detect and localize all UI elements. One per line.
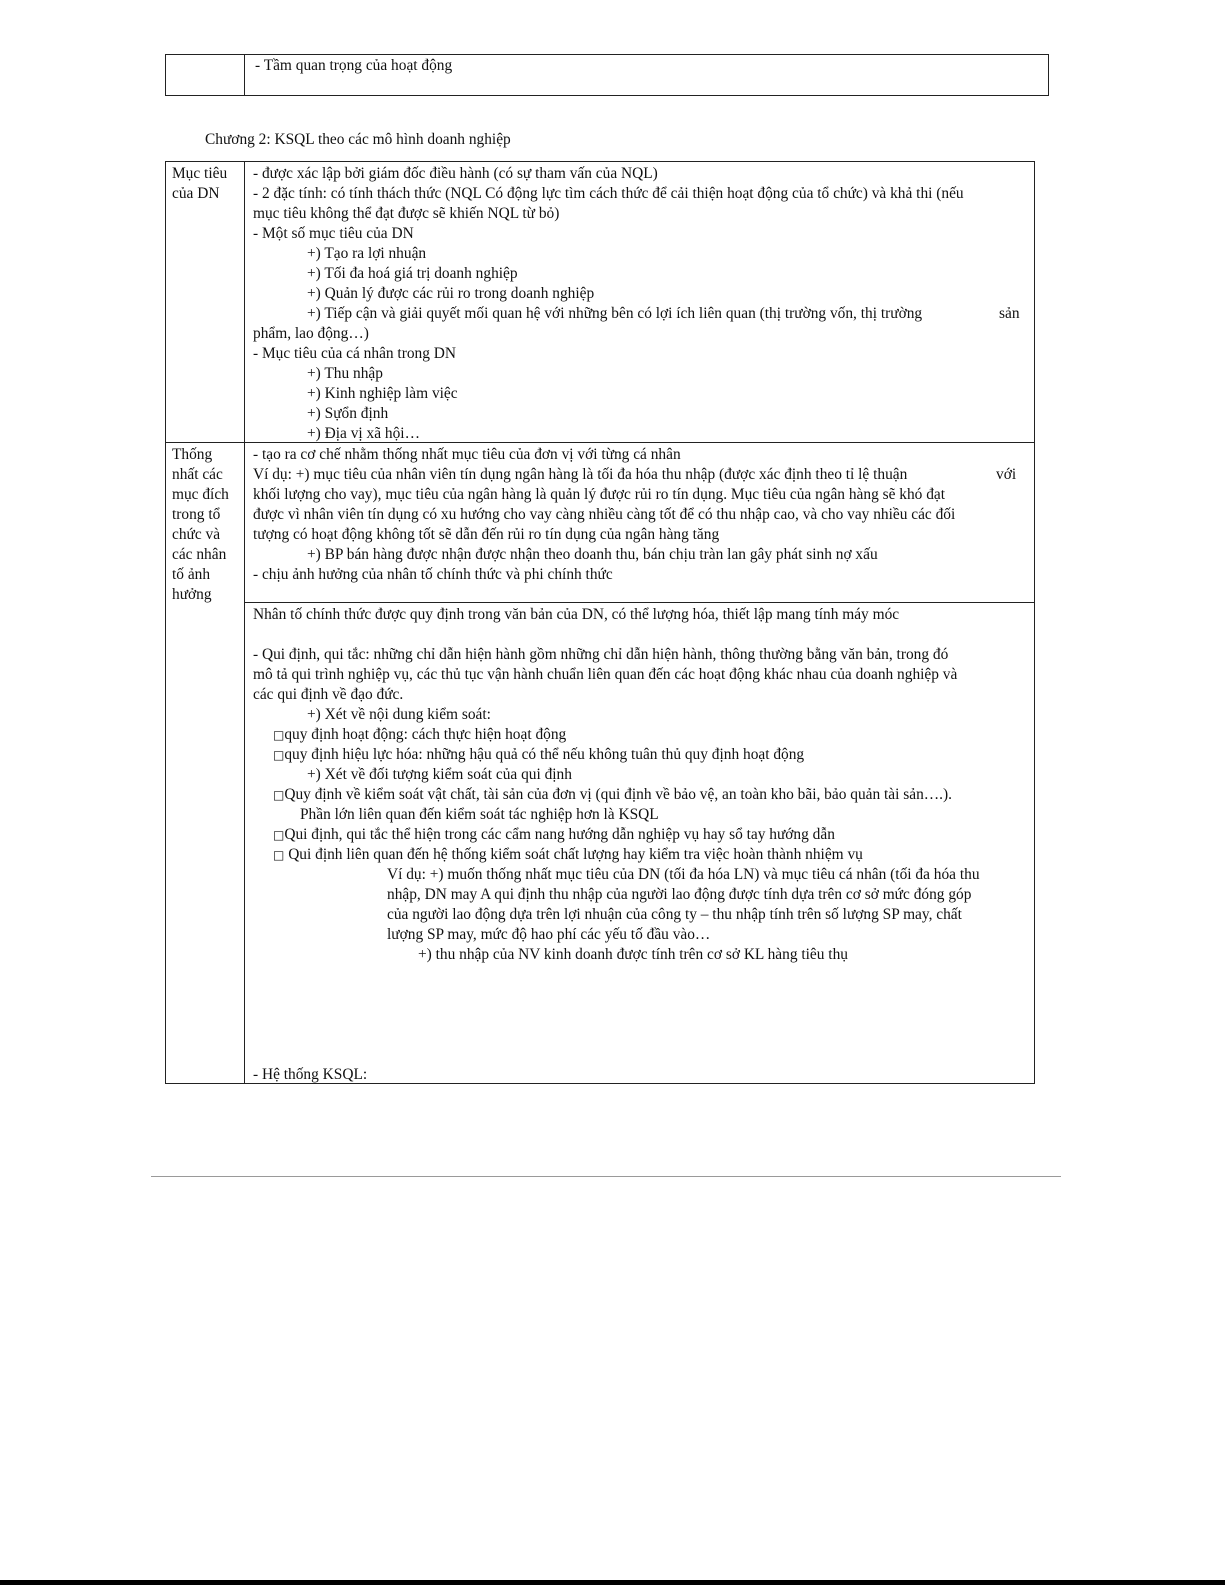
section2-label-line: các nhân — [172, 546, 227, 563]
section1-line: +) Sựổn định — [307, 405, 389, 422]
section1-line: sản — [999, 305, 1020, 322]
section1-line: - được xác lập bởi giám đốc điều hành (có sự tham vấn của NQL) — [253, 165, 658, 182]
chapter-heading: Chương 2: KSQL theo các mô hình doanh nghiệp — [205, 131, 511, 148]
section3-line: mô tả qui trình nghiệp vụ, các thủ tục vận hành chuẩn liên quan đến các hoạt động khác nhau của doanh nghiệp và — [253, 666, 958, 683]
section2-label-line: mục đích — [172, 486, 229, 503]
section2-line: +) BP bán hàng được nhận được nhận theo doanh thu, bán chịu tràn lan gây phát sinh nợ xấu — [307, 546, 878, 563]
section1-line: - 2 đặc tính: có tính thách thức (NQL Có động lực tìm cách thức để cải thiện hoạt động của tổ chức) và khả thi (nếu — [253, 185, 964, 202]
section3-line: Ví dụ: +) muốn thống nhất mục tiêu của DN (tối đa hóa LN) và mục tiêu cá nhân (tối đa hóa thu — [387, 866, 980, 883]
page-footer-rule — [151, 1176, 1061, 1177]
section1-line: mục tiêu không thể đạt được sẽ khiến NQL từ bỏ) — [253, 205, 560, 222]
section2-line: khối lượng cho vay), mục tiêu của ngân hàng là quản lý được rủi ro tín dụng. Mục tiêu của ngân hàng sẽ khó đạt — [253, 486, 946, 503]
section3-line: +) thu nhập của NV kinh doanh được tính trên cơ sở KL hàng tiêu thụ — [418, 946, 848, 963]
top-table-divider — [244, 54, 245, 95]
section2-line: - tạo ra cơ chế nhằm thống nhất mục tiêu của đơn vị với từng cá nhân — [253, 446, 681, 463]
section1-line: +) Tạo ra lợi nhuận — [307, 245, 427, 262]
section2-label-line: hưởng — [172, 586, 212, 603]
section2-label-line: chức và — [172, 526, 221, 543]
section3-line: Phần lớn liên quan đến kiểm soát tác nghiệp hơn là KSQL — [300, 806, 659, 823]
section1-label-line: Mục tiêu — [172, 165, 228, 182]
section3-line: các qui định về đạo đức. — [253, 686, 404, 703]
section1-line: phẩm, lao động…) — [253, 325, 369, 342]
checkbox-icon: □ — [273, 828, 285, 842]
section1-line: +) Địa vị xã hội… — [307, 425, 420, 442]
section1-label-line: của DN — [172, 185, 220, 202]
section1-line: +) Kinh nghiệp làm việc — [307, 385, 458, 402]
main-table-column-divider — [244, 161, 245, 1083]
section3-line: nhập, DN may A qui định thu nhập của người lao động được tính dựa trên cơ sở mức đóng góp — [387, 886, 972, 903]
section2-line: với — [996, 466, 1017, 483]
section1-line: +) Thu nhập — [307, 365, 383, 382]
page-bottom-edge — [0, 1580, 1225, 1585]
section1-line: +) Tối đa hoá giá trị doanh nghiệp — [307, 265, 518, 282]
section2-label-line: tố ảnh — [172, 566, 211, 583]
section2-label-line: Thống — [172, 446, 213, 463]
section1-line: +) Quản lý được các rủi ro trong doanh nghiệp — [307, 285, 595, 302]
section2-line: - chịu ảnh hưởng của nhân tố chính thức và phi chính thức — [253, 566, 613, 583]
section2-label-line: trong tổ — [172, 506, 221, 523]
section3-checkbox-line: □Qui định, qui tắc thể hiện trong các cẩm nang hướng dẫn nghiệp vụ hay sổ tay hướng dẫn — [273, 826, 835, 843]
section3-line: +) Xét về nội dung kiểm soát: — [307, 706, 491, 723]
section1-line: - Mục tiêu của cá nhân trong DN — [253, 345, 457, 362]
checkbox-icon: □ — [273, 748, 285, 762]
section3-checkbox-line: □quy định hiệu lực hóa: những hậu quả có thể nếu không tuân thủ quy định hoạt động — [273, 746, 805, 763]
section3-line: - Qui định, qui tắc: những chỉ dẫn hiện hành gồm những chỉ dẫn hiện hành, thông thường bằng văn bản, trong đó — [253, 646, 949, 663]
section1-line: - Một số mục tiêu của DN — [253, 225, 414, 242]
section3-line: - Hệ thống KSQL: — [253, 1066, 368, 1083]
checkbox-icon: □ — [273, 728, 285, 742]
checkbox-icon: □ — [273, 788, 285, 802]
section1-line: +) Tiếp cận và giải quyết mối quan hệ với những bên có lợi ích liên quan (thị trường vốn, thị trường — [307, 305, 923, 322]
main-table-row-divider-2 — [244, 602, 1034, 603]
top-table-row: - Tầm quan trọng của hoạt động — [255, 57, 453, 74]
section2-line: được vì nhân viên tín dụng có xu hướng cho vay càng nhiều càng tốt để có thu nhập cao, và cho vay nhiều các đối — [253, 506, 956, 523]
section3-checkbox-line: □Quy định về kiểm soát vật chất, tài sản của đơn vị (qui định về bảo vệ, an toàn kho bãi, bảo quản tài sản….). — [273, 786, 952, 803]
checkbox-icon: □ — [273, 848, 285, 862]
section3-line: lượng SP may, mức độ hao phí các yếu tố đầu vào… — [387, 926, 711, 943]
section2-label-line: nhất các — [172, 466, 223, 483]
section2-line: tượng có hoạt động không tốt sẽ dẫn đến rủi ro tín dụng của ngân hàng tăng — [253, 526, 720, 543]
section3-checkbox-line: □quy định hoạt động: cách thực hiện hoạt động — [273, 726, 567, 743]
section3-checkbox-line: □ Qui định liên quan đến hệ thống kiểm soát chất lượng hay kiểm tra việc hoàn thành nhiệm vụ — [273, 846, 863, 863]
section3-line: Nhân tố chính thức được quy định trong văn bản của DN, có thể lượng hóa, thiết lập mang tính máy móc — [253, 606, 900, 623]
section3-line: +) Xét về đối tượng kiểm soát của qui định — [307, 766, 572, 783]
section3-line: của người lao động dựa trên lợi nhuận của công ty – thu nhập tính trên số lượng SP may, chất — [387, 906, 962, 923]
main-table-row-divider-1 — [165, 442, 1034, 443]
section2-line: Ví dụ: +) mục tiêu của nhân viên tín dụng ngân hàng là tối đa hóa thu nhập (được xác định theo tỉ lệ thuận — [253, 466, 908, 483]
